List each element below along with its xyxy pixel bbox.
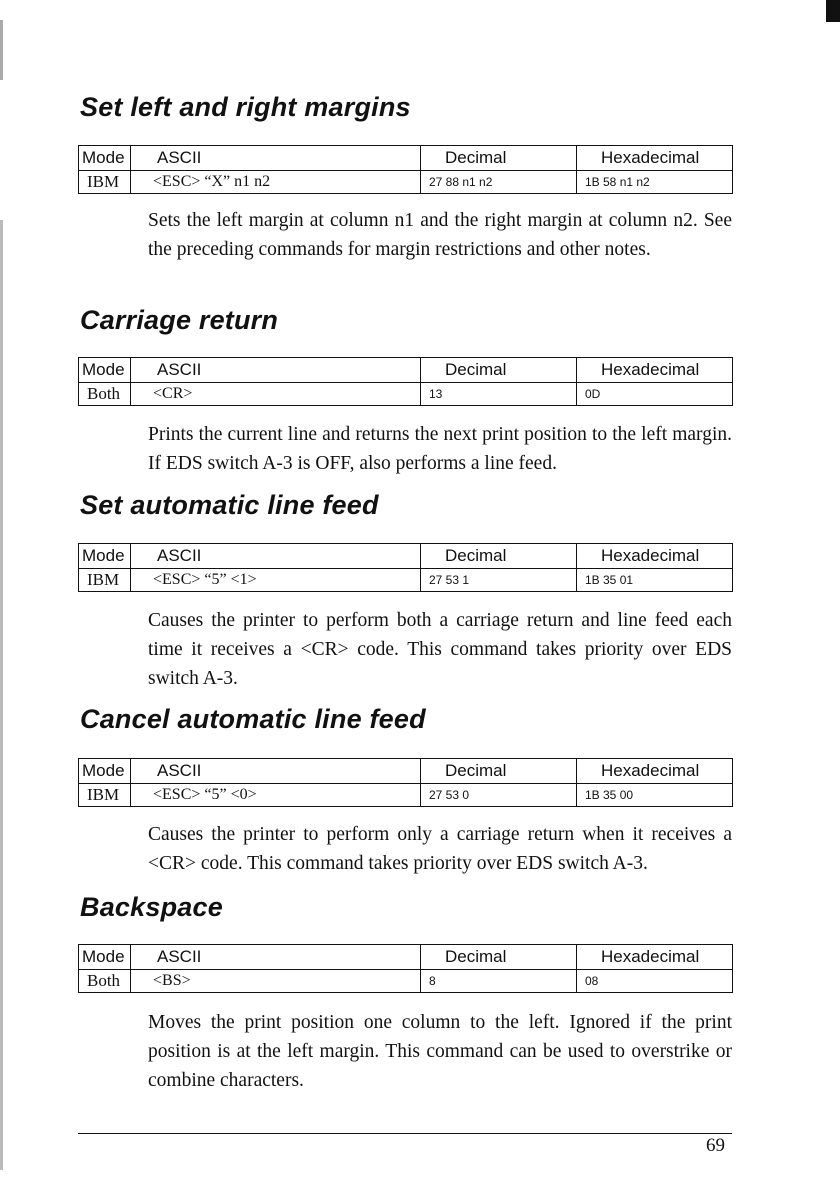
header-mode: Mode	[79, 544, 131, 569]
footer-rule	[78, 1133, 732, 1134]
header-mode: Mode	[79, 146, 131, 171]
cell-hexadecimal: 0D	[577, 383, 733, 406]
header-decimal: Decimal	[421, 358, 577, 383]
header-hexadecimal: Hexadecimal	[577, 358, 733, 383]
scan-left-edge	[0, 20, 3, 1170]
table-row	[79, 569, 733, 592]
section-description-cancel-auto-line-feed: Causes the printer to perform only a carriage return when it receives a <CR> code. This command takes priority over EDS switch A-3.	[148, 824, 732, 874]
page-number: 69	[706, 1135, 725, 1156]
cell-mode: IBM	[79, 171, 131, 194]
header-decimal: Decimal	[421, 544, 577, 569]
cell-ascii: <ESC> “X” n1 n2	[131, 171, 421, 194]
cell-decimal: 27 88 n1 n2	[421, 171, 577, 194]
cell-decimal: 27 53 1	[421, 569, 577, 592]
cell-mode: IBM	[79, 784, 131, 807]
header-mode: Mode	[79, 358, 131, 383]
header-hexadecimal: Hexadecimal	[577, 544, 733, 569]
table-row	[79, 784, 733, 807]
cell-ascii: <BS>	[131, 970, 421, 993]
cell-mode: IBM	[79, 569, 131, 592]
section-title-margins: Set left and right margins	[80, 92, 411, 122]
cell-ascii: <CR>	[131, 383, 421, 406]
section-title-backspace: Backspace	[80, 892, 223, 922]
cell-mode: Both	[79, 970, 131, 993]
table-row	[79, 383, 733, 406]
cell-hexadecimal: 1B 35 01	[577, 569, 733, 592]
header-mode: Mode	[79, 759, 131, 784]
header-hexadecimal: Hexadecimal	[577, 759, 733, 784]
cell-ascii: <ESC> “5” <1>	[131, 569, 421, 592]
section-description-carriage-return: Prints the current line and returns the next print position to the left margin. If EDS switch A-3 is OFF, also performs a line feed.	[148, 424, 732, 474]
command-table-backspace	[78, 944, 733, 993]
section-title-carriage-return: Carriage return	[80, 305, 279, 335]
table-row	[79, 970, 733, 993]
header-decimal: Decimal	[421, 945, 577, 970]
header-ascii: ASCII	[131, 358, 421, 383]
table-row	[79, 171, 733, 194]
command-table-carriage-return	[78, 357, 733, 406]
header-decimal: Decimal	[421, 759, 577, 784]
header-decimal: Decimal	[421, 146, 577, 171]
cell-hexadecimal: 1B 58 n1 n2	[577, 171, 733, 194]
section-description-set-auto-line-feed: Causes the printer to perform both a carriage return and line feed each time it receives a <CR> code. This command takes priority over EDS switch A-3.	[148, 610, 732, 689]
header-ascii: ASCII	[131, 146, 421, 171]
cell-mode: Both	[79, 383, 131, 406]
section-description-margins: Sets the left margin at column n1 and the right margin at column n2. See the preceding commands for margin restrictions and other notes.	[148, 210, 732, 260]
cell-decimal: 8	[421, 970, 577, 993]
header-ascii: ASCII	[131, 945, 421, 970]
header-mode: Mode	[79, 945, 131, 970]
command-table-margins	[78, 145, 733, 194]
section-title-cancel-auto-line-feed: Cancel automatic line feed	[80, 704, 426, 734]
command-table-cancel-auto-line-feed	[78, 758, 733, 807]
cell-ascii: <ESC> “5” <0>	[131, 784, 421, 807]
header-ascii: ASCII	[131, 759, 421, 784]
cell-hexadecimal: 08	[577, 970, 733, 993]
header-hexadecimal: Hexadecimal	[577, 146, 733, 171]
header-ascii: ASCII	[131, 544, 421, 569]
section-description-backspace: Moves the print position one column to the left. Ignored if the print position is at the left margin. This command can be used to overstrike or combine characters.	[148, 1012, 732, 1091]
scan-corner-mark	[826, 0, 840, 22]
header-hexadecimal: Hexadecimal	[577, 945, 733, 970]
cell-decimal: 13	[421, 383, 577, 406]
command-table-set-auto-line-feed	[78, 543, 733, 592]
section-title-set-auto-line-feed: Set automatic line feed	[80, 490, 379, 520]
cell-hexadecimal: 1B 35 00	[577, 784, 733, 807]
cell-decimal: 27 53 0	[421, 784, 577, 807]
